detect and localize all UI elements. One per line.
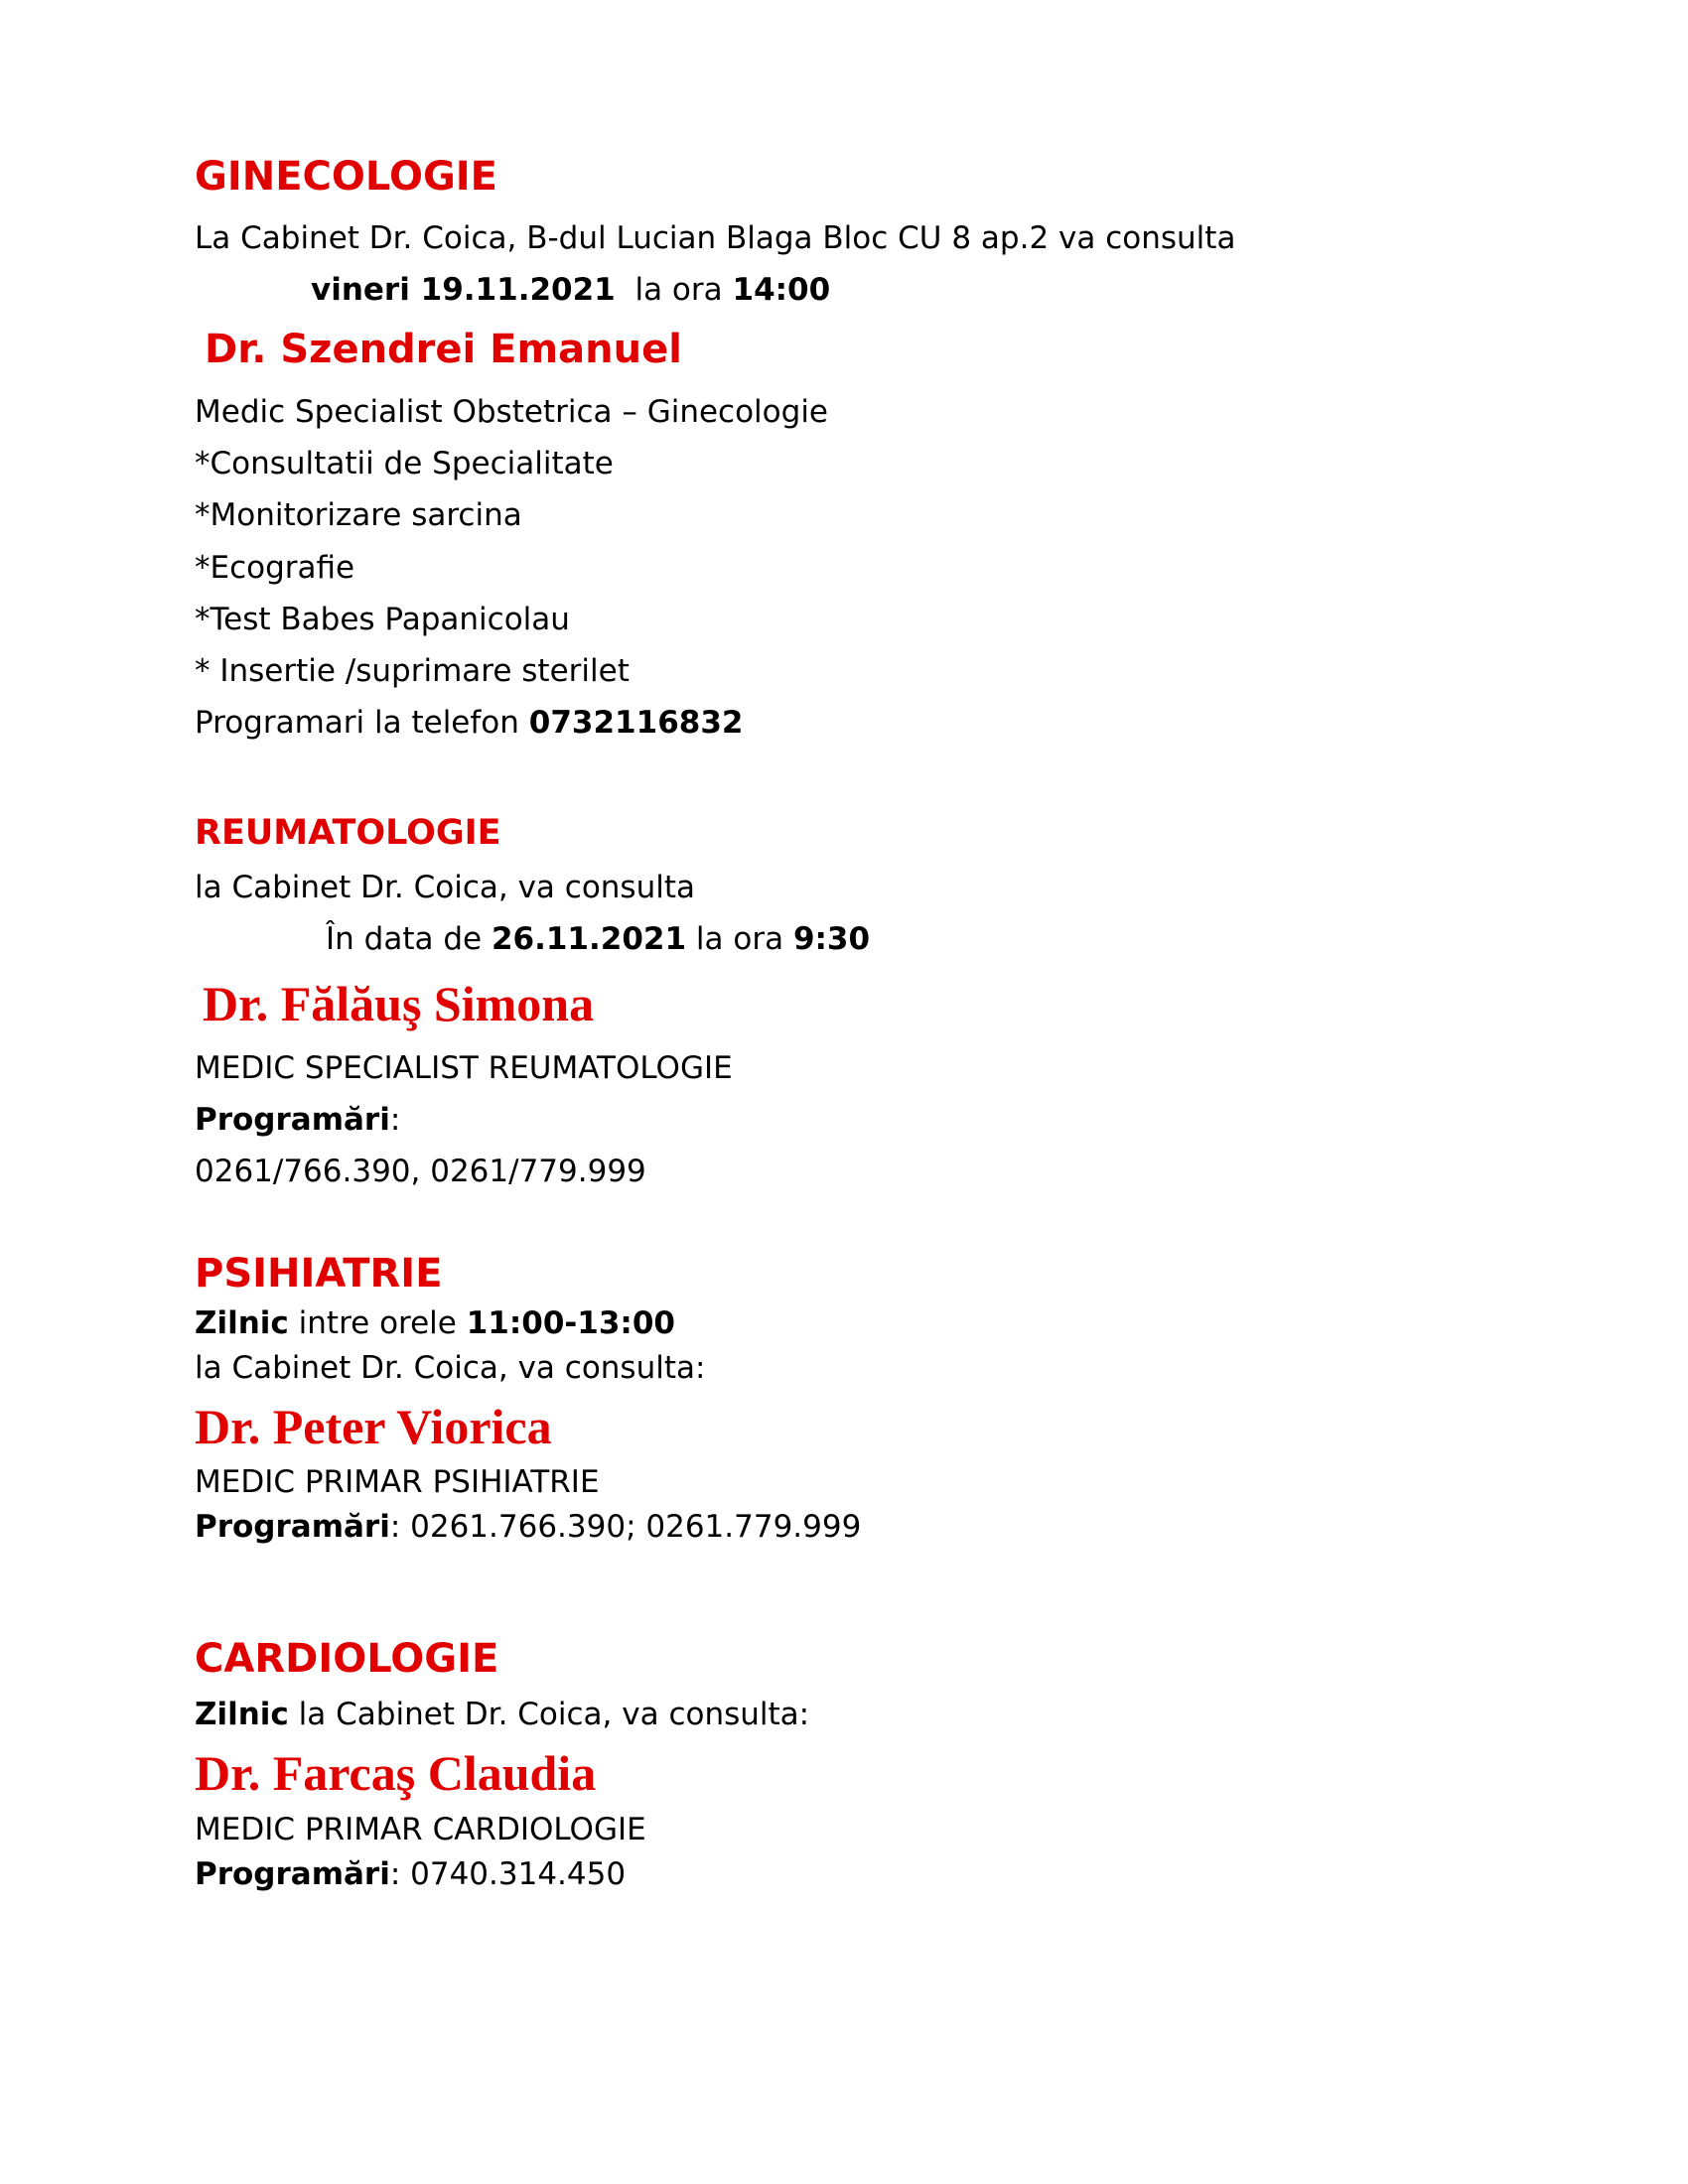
cardiologie-heading: CARDIOLOGIE: [195, 1636, 499, 1682]
reumatologie-date-prefix: În data de: [326, 921, 483, 957]
cardiologie-appointments: [195, 1854, 626, 1894]
ginecologie-service: *Test Babes Papanicolau: [195, 602, 570, 637]
ginecologie-appointments: [195, 703, 743, 743]
ginecologie-phone: 0732116832: [528, 705, 744, 741]
reumatologie-appointments-colon: :: [389, 1102, 401, 1138]
reumatologie-date: 26.11.2021: [491, 921, 687, 957]
cardiologie-appointments-label: Programări: [195, 1856, 390, 1892]
reumatologie-heading: REUMATOLOGIE: [195, 813, 501, 853]
ginecologie-day: vineri 19.11.2021: [311, 272, 616, 308]
cardiologie-schedule-day: Zilnic: [195, 1697, 289, 1732]
ginecologie-location: La Cabinet Dr. Coica, B-dul Lucian Blaga Bloc CU 8 ap.2 va consulta: [195, 220, 1236, 256]
reumatologie-phones: 0261/766.390, 0261/779.999: [195, 1154, 646, 1189]
cardiologie-specialty: MEDIC PRIMAR CARDIOLOGIE: [195, 1812, 646, 1847]
reumatologie-time: 9:30: [792, 921, 871, 957]
ginecologie-heading: GINECOLOGIE: [195, 154, 497, 200]
psihiatrie-specialty: MEDIC PRIMAR PSIHIATRIE: [195, 1464, 600, 1500]
ginecologie-schedule: [311, 270, 830, 310]
reumatologie-schedule: [326, 919, 870, 959]
cardiologie-schedule: [195, 1695, 809, 1734]
cardiologie-doctor-name: Dr. Farcaş Claudia: [195, 1745, 597, 1801]
psihiatrie-schedule: [195, 1303, 675, 1343]
reumatologie-appointments-label: Programări: [195, 1102, 390, 1138]
ginecologie-service: *Consultatii de Specialitate: [195, 446, 614, 481]
psihiatrie-appointments-label: Programări: [195, 1509, 390, 1545]
ginecologie-appointments-prefix: Programari la telefon: [195, 705, 519, 741]
reumatologie-specialty: MEDIC SPECIALIST REUMATOLOGIE: [195, 1050, 733, 1086]
reumatologie-location: la Cabinet Dr. Coica, va consulta: [195, 870, 695, 905]
psihiatrie-doctor-name: Dr. Peter Viorica: [195, 1399, 552, 1454]
ginecologie-time-prefix: la ora: [634, 272, 723, 308]
ginecologie-service: *Ecografie: [195, 550, 355, 586]
psihiatrie-schedule-middle: intre orele: [298, 1305, 457, 1341]
reumatologie-appointments: [195, 1100, 400, 1140]
reumatologie-time-prefix: la ora: [695, 921, 784, 957]
psihiatrie-location: la Cabinet Dr. Coica, va consulta:: [195, 1350, 706, 1386]
ginecologie-doctor-name: Dr. Szendrei Emanuel: [205, 327, 682, 372]
psihiatrie-appointments: [195, 1507, 861, 1547]
ginecologie-service: * Insertie /suprimare sterilet: [195, 653, 630, 689]
ginecologie-specialty: Medic Specialist Obstetrica – Ginecologie: [195, 394, 828, 430]
psihiatrie-schedule-hours: 11:00-13:00: [466, 1305, 675, 1341]
ginecologie-service: *Monitorizare sarcina: [195, 497, 522, 533]
cardiologie-location: la Cabinet Dr. Coica, va consulta:: [298, 1697, 810, 1732]
psihiatrie-schedule-day: Zilnic: [195, 1305, 289, 1341]
cardiologie-phones: : 0740.314.450: [389, 1856, 627, 1892]
reumatologie-doctor-name: Dr. Fălăuş Simona: [203, 976, 595, 1031]
psihiatrie-heading: PSIHIATRIE: [195, 1251, 443, 1297]
ginecologie-time: 14:00: [732, 272, 831, 308]
psihiatrie-phones: : 0261.766.390; 0261.779.999: [389, 1509, 862, 1545]
